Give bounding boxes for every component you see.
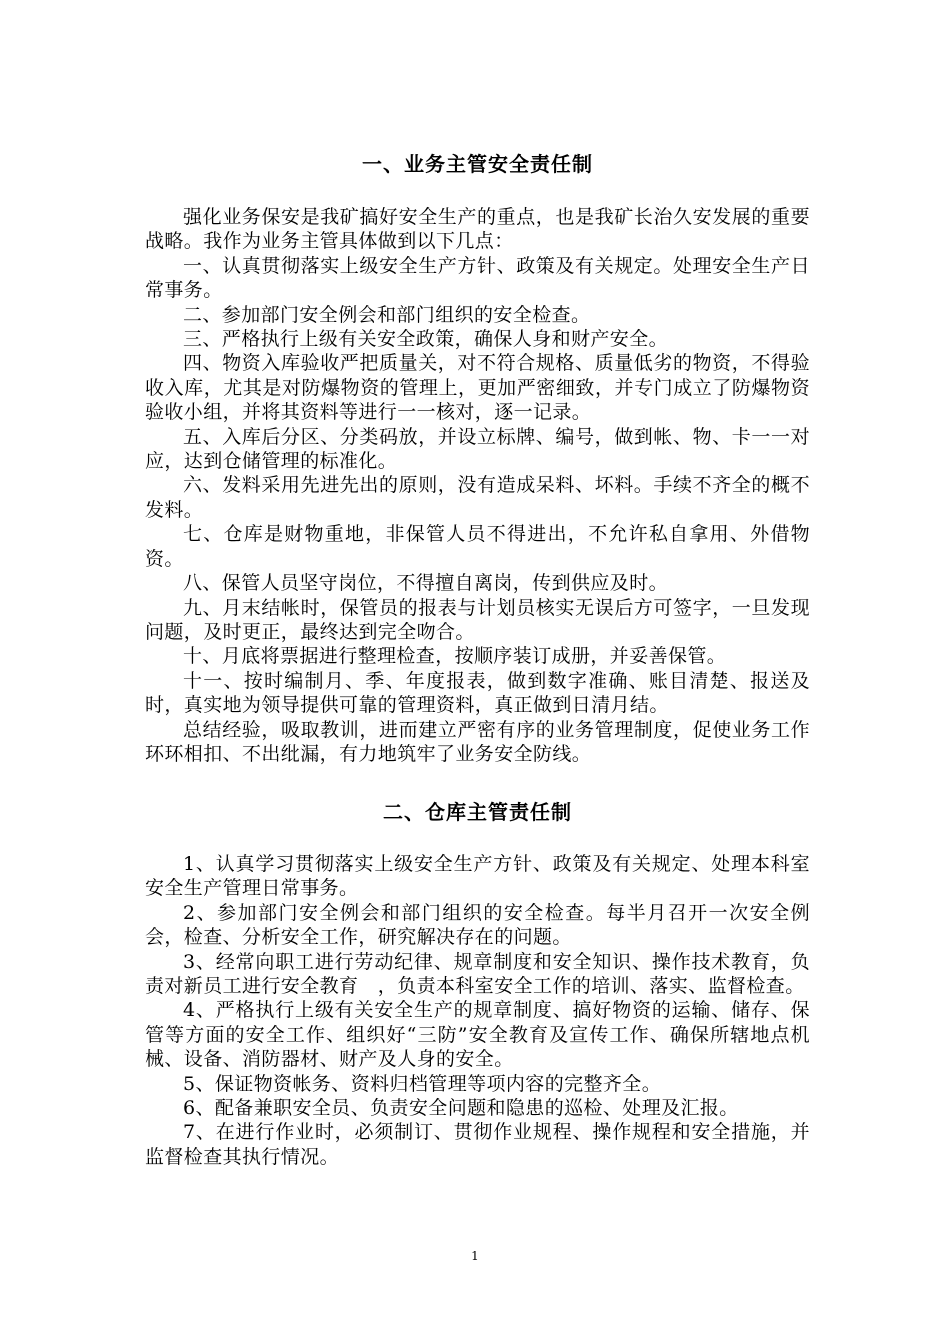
section-1-paragraph: 二、参加部门安全例会和部门组织的安全检查。	[183, 303, 591, 326]
section-2-title: 二、仓库主管责任制	[383, 800, 572, 824]
section-2-paragraph: 7、在进行作业时，必须制订、贯彻作业规程、操作规程和安全措施，并监督检查其执行情况。	[145, 1121, 810, 1168]
section-2-paragraph: 5、保证物资帐务、资料归档管理等项内容的完整齐全。	[183, 1072, 662, 1095]
section-1-paragraph: 一、认真贯彻落实上级安全生产方针、政策及有关规定。处理安全生产日常事务。	[145, 254, 810, 302]
section-2-paragraph: 2、参加部门安全例会和部门组织的安全检查。每半月召开一次安全例会，检查、分析安全工作，研究解决存在的问题。	[145, 901, 810, 949]
section-1-paragraph: 八、保管人员坚守岗位，不得擅自离岗，传到供应及时。	[183, 572, 669, 595]
section-2-paragraph: 6、配备兼职安全员、负责安全问题和隐患的巡检、处理及汇报。	[183, 1097, 739, 1120]
section-1-paragraph: 强化业务保安是我矿搞好安全生产的重点，也是我矿长治久安发展的重要战略。我作为业务主管具体做到以下几点：	[145, 206, 810, 253]
section-1-paragraph: 五、入库后分区、分类码放，并设立标牌、编号，做到帐、物、卡一一对应，达到仓储管理的标准化。	[145, 425, 810, 473]
section-2-paragraph: 4、严格执行上级有关安全生产的规章制度、搞好物资的运输、储存、保管等方面的安全工作、组织好“三防”安全教育及宣传工作、确保所辖地点机械、设备、消防器材、财产及人身的安全。	[145, 999, 810, 1071]
section-1-body	[145, 205, 810, 766]
section-1-paragraph: 十一、按时编制月、季、年度报表，做到数字准确、账目清楚、报送及时，真实地为领导提供可靠的管理资料，真正做到日清月结。	[145, 669, 810, 717]
page-number: 1	[471, 1249, 479, 1263]
section-1-paragraph: 七、仓库是财物重地，非保管人员不得进出，不允许私自拿用、外借物资。	[145, 523, 810, 570]
section-1-title: 一、业务主管安全责任制	[362, 152, 593, 176]
section-1-paragraph: 总结经验，吸取教训，进而建立严密有序的业务管理制度，促使业务工作环环相扣、不出纰漏，有力地筑牢了业务安全防线。	[145, 718, 810, 765]
section-1-paragraph: 十、月底将票据进行整理检查，按顺序装订成册，并妥善保管。	[183, 645, 727, 668]
section-2-paragraph: 3、经常向职工进行劳动纪律、规章制度和安全知识、操作技术教育，负责对新员工进行安全教育 ，负责本科室安全工作的培训、落实、监督检查。	[145, 950, 810, 998]
section-2-paragraph: 1、认真学习贯彻落实上级安全生产方针、政策及有关规定、处理本科室安全生产管理日常事务。	[145, 853, 810, 900]
section-1-paragraph: 三、严格执行上级有关安全政策，确保人身和财产安全。	[183, 328, 669, 351]
section-1-paragraph: 六、发料采用先进先出的原则，没有造成呆料、坏料。手续不齐全的概不发料。	[145, 474, 810, 521]
section-1-paragraph: 九、月末结帐时，保管员的报表与计划员核实无误后方可签字，一旦发现问题，及时更正，最终达到完全吻合。	[145, 596, 810, 643]
section-1-paragraph: 四、物资入库验收严把质量关，对不符合规格、质量低劣的物资，不得验收入库，尤其是对防爆物资的管理上，更加严密细致，并专门成立了防爆物资验收小组，并将其资料等进行一一核对，逐一记录。	[145, 352, 810, 424]
section-2-body	[145, 852, 810, 1169]
